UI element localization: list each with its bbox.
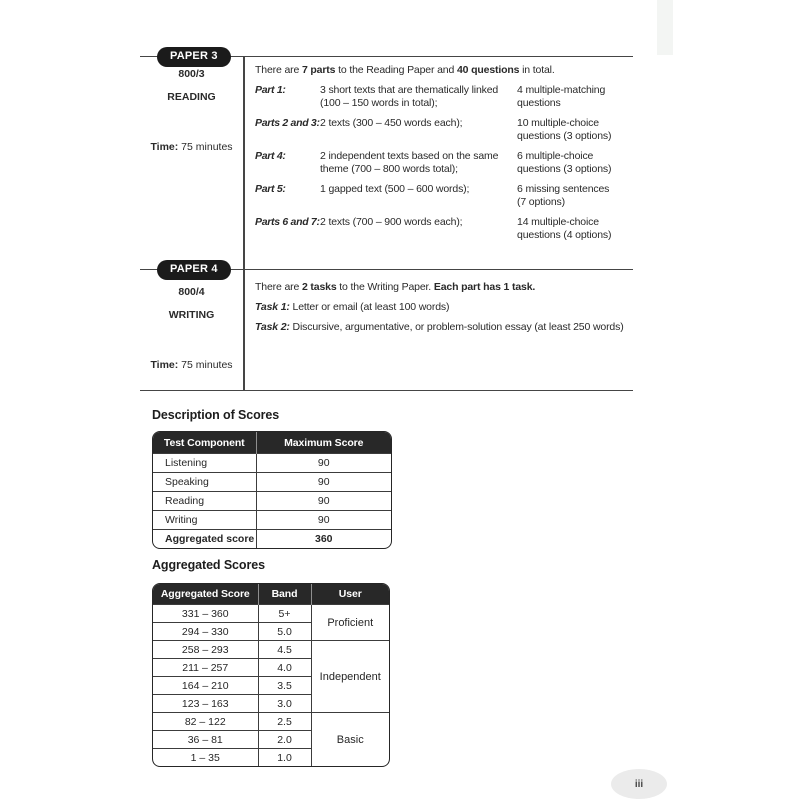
- paper3-time: [140, 141, 243, 154]
- cell-range: 1 – 35: [153, 749, 258, 767]
- cell-score: 90: [256, 511, 391, 530]
- paper4-bottom-rule: [140, 390, 633, 391]
- scores-row: [153, 492, 391, 511]
- cell-band: 4.0: [258, 659, 311, 677]
- cell-band: 3.5: [258, 677, 311, 695]
- scores-header-component: Test Component: [153, 432, 256, 454]
- part-questions: 6 missing sentences (7 options): [517, 183, 610, 208]
- part-description: 2 texts (700 – 900 words each);: [320, 216, 463, 228]
- page-number-badge: [611, 769, 667, 799]
- page-number: iii: [634, 778, 644, 790]
- paper3-time-value: 75 minutes: [178, 141, 233, 153]
- cell-band: 4.5: [258, 641, 311, 659]
- cell-range: 36 – 81: [153, 731, 258, 749]
- part-row: [255, 84, 655, 110]
- paper4-tasks: [255, 301, 655, 334]
- cell-band: 5.0: [258, 623, 311, 641]
- paper3-content: [255, 64, 655, 249]
- part-row: [255, 216, 655, 242]
- cell-component: Aggregated score: [153, 530, 256, 549]
- paper4-code: 800/4: [178, 286, 205, 298]
- cell-band: 2.0: [258, 731, 311, 749]
- text-run: to the Reading Paper and: [335, 64, 457, 76]
- bands-header-user: User: [311, 584, 389, 605]
- cell-user: Basic: [311, 713, 389, 767]
- part-questions: 14 multiple-choice questions (4 options): [517, 216, 612, 241]
- scores-row: [153, 511, 391, 530]
- scores-header-max: Maximum Score: [256, 432, 391, 454]
- cell-band: 5+: [258, 605, 311, 623]
- cell-component: Speaking: [153, 473, 256, 492]
- cell-range: 82 – 122: [153, 713, 258, 731]
- cell-component: Writing: [153, 511, 256, 530]
- bands-header-range: Aggregated Score: [153, 584, 258, 605]
- part-description: 3 short texts that are thematically linked (100 – 150 words in total);: [320, 84, 499, 109]
- paper3-intro: [255, 64, 655, 77]
- part-row: [255, 117, 655, 143]
- paper4-content: [255, 281, 655, 341]
- part-questions: 10 multiple-choice questions (3 options): [517, 117, 612, 142]
- bands-row: [153, 713, 389, 731]
- cell-range: 258 – 293: [153, 641, 258, 659]
- paper3-tab: PAPER 3: [157, 47, 231, 67]
- text-run: There are: [255, 281, 302, 293]
- bands-row: [153, 605, 389, 623]
- text-run: 7 parts: [301, 64, 336, 76]
- scores-table-title: Description of Scores: [152, 408, 280, 422]
- cell-score: 90: [256, 454, 391, 473]
- task-label: Task 1:: [255, 301, 290, 313]
- scores-table: [152, 431, 392, 549]
- paper4-column-divider: [243, 270, 245, 390]
- text-run: Each part has 1 task.: [433, 281, 536, 293]
- cell-range: 211 – 257: [153, 659, 258, 677]
- task-line: [255, 301, 655, 314]
- paper3-time-label: Time:: [150, 141, 179, 153]
- bands-table-title: Aggregated Scores: [152, 558, 265, 572]
- cell-band: 2.5: [258, 713, 311, 731]
- scores-row: [153, 473, 391, 492]
- paper3-name: READING: [167, 91, 216, 103]
- part-label: Parts 2 and 3:: [255, 117, 320, 129]
- paper3-parts: [255, 84, 655, 242]
- part-row: [255, 150, 655, 176]
- part-questions: 4 multiple-matching questions: [517, 84, 606, 109]
- cell-score: 360: [256, 530, 391, 549]
- cell-range: 294 – 330: [153, 623, 258, 641]
- cell-range: 123 – 163: [153, 695, 258, 713]
- text-run: to the Writing Paper.: [336, 281, 434, 293]
- paper4-time-value: 75 minutes: [178, 359, 233, 371]
- bands-row: [153, 641, 389, 659]
- bands-header-band: Band: [258, 584, 311, 605]
- task-line: [255, 321, 655, 334]
- paper4-intro: [255, 281, 655, 294]
- part-label: Part 4:: [255, 150, 286, 162]
- task-description: Discursive, argumentative, or problem-solution essay (at least 250 words): [289, 321, 624, 333]
- part-label: Parts 6 and 7:: [255, 216, 320, 228]
- paper3-code: 800/3: [178, 68, 205, 80]
- part-description: 1 gapped text (500 – 600 words);: [320, 183, 470, 195]
- cell-component: Reading: [153, 492, 256, 511]
- paper4-time: [140, 359, 243, 372]
- part-label: Part 1:: [255, 84, 286, 96]
- scores-header-row: [153, 432, 391, 454]
- part-questions: 6 multiple-choice questions (3 options): [517, 150, 612, 175]
- paper4-time-label: Time:: [150, 359, 179, 371]
- cell-user: Independent: [311, 641, 389, 713]
- task-label: Task 2:: [255, 321, 290, 333]
- cell-band: 3.0: [258, 695, 311, 713]
- part-row: [255, 183, 655, 209]
- cell-range: 331 – 360: [153, 605, 258, 623]
- paper4-tab: PAPER 4: [157, 260, 231, 280]
- cell-range: 164 – 210: [153, 677, 258, 695]
- paper3-column-divider: [243, 57, 245, 270]
- scan-artifact: [657, 0, 673, 55]
- bands-header-row: [153, 584, 389, 605]
- text-run: There are: [255, 64, 302, 76]
- cell-band: 1.0: [258, 749, 311, 767]
- text-run: 2 tasks: [301, 281, 337, 293]
- part-description: 2 texts (300 – 450 words each);: [320, 117, 463, 129]
- cell-score: 90: [256, 473, 391, 492]
- part-description: 2 independent texts based on the same theme (700 – 800 words total);: [320, 150, 499, 175]
- scores-row: [153, 530, 391, 549]
- cell-component: Listening: [153, 454, 256, 473]
- bands-table: [152, 583, 390, 767]
- cell-score: 90: [256, 492, 391, 511]
- paper4-name: WRITING: [168, 309, 215, 321]
- text-run: in total.: [519, 64, 555, 76]
- task-description: Letter or email (at least 100 words): [289, 301, 450, 313]
- scores-row: [153, 454, 391, 473]
- text-run: 40 questions: [456, 64, 520, 76]
- part-label: Part 5:: [255, 183, 286, 195]
- cell-user: Proficient: [311, 605, 389, 641]
